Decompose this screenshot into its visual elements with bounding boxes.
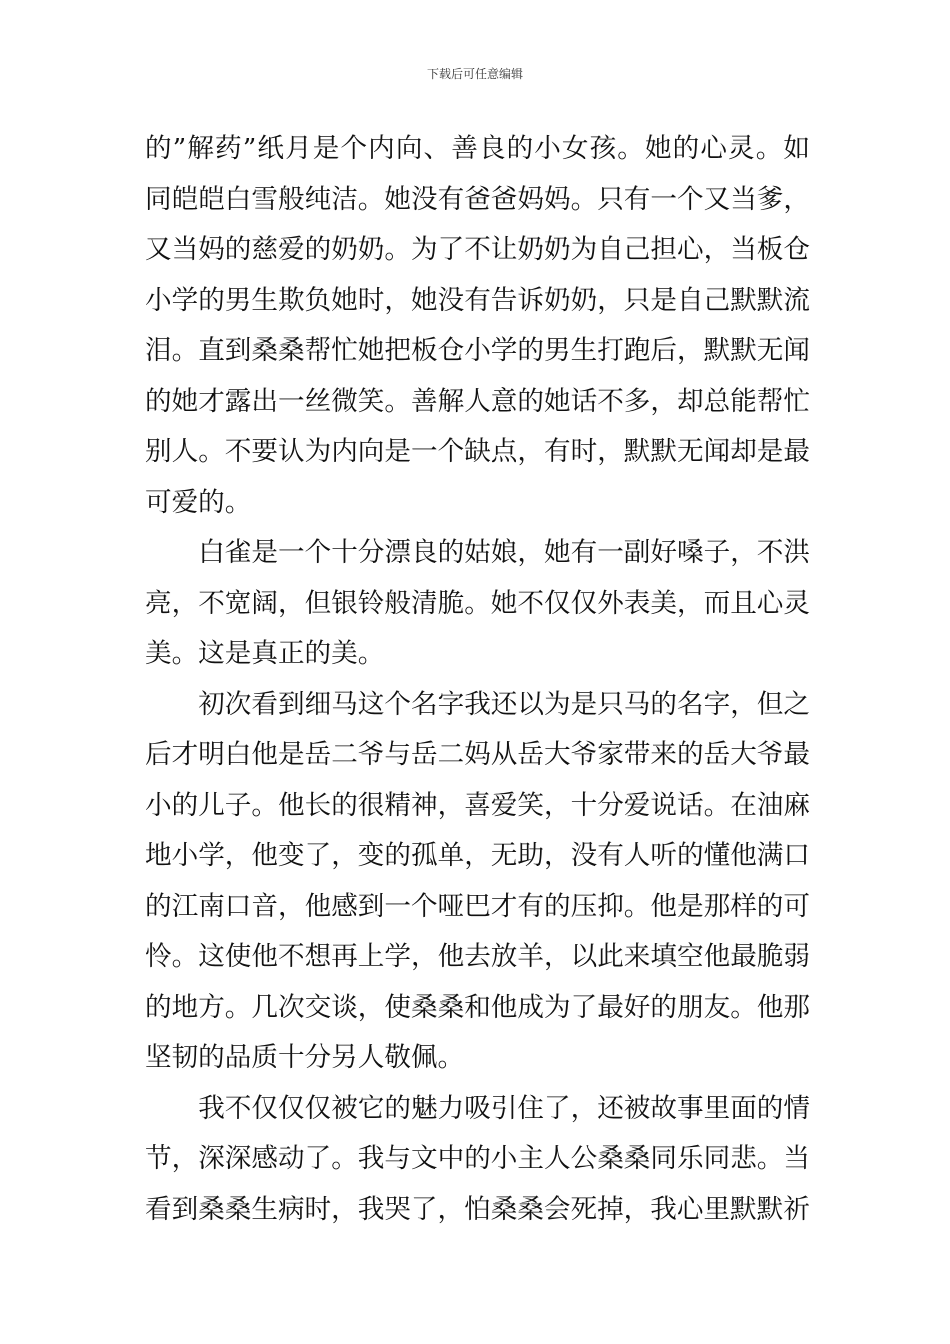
paragraph-xima: 初次看到细马这个名字我还以为是只马的名字，但之后才明白他是岳二爷与岳二妈从岳大爷家带来的岳大爷最小的儿子。他长的很精神，喜爱笑，十分爱说话。在油麻地小学，他变了，变的孤单，无助，没有人听的懂他满口的江南口音，他感到一个哑巴才有的压抑。他是那样的可怜。这使他不想再上学，他去放羊，以此来填空他最脆弱的地方。几次交谈，使桑桑和他成为了最好的朋友。他那坚韧的品质十分另人敬佩。 [145,688,810,1073]
page-header: 下载后可任意编辑 [426,67,523,81]
paragraph-baique: 白雀是一个十分漂良的姑娘，她有一副好嗓子，不洪亮，不宽阔，但银铃般清脆。她不仅仅外表美，而且心灵美。这是真正的美。 [145,537,810,669]
paragraph-zhiyue: 的”解药”纸月是个内向、善良的小女孩。她的心灵。如同皑皑白雪般纯洁。她没有爸爸妈妈。只有一个又当爹，又当妈的慈爱的奶奶。为了不让奶奶为自己担心，当板仓小学的男生欺负她时，她没有告诉奶奶，只是自己默默流泪。直到桑桑帮忙她把板仓小学的男生打跑后，默默无闻的她才露出一丝微笑。善解人意的她话不多，却总能帮忙别人。不要认为内向是一个缺点，有时，默默无闻却是最可爱的。 [145,133,810,518]
paragraph-feelings: 我不仅仅仅被它的魅力吸引住了，还被故事里面的情节，深深感动了。我与文中的小主人公桑桑同乐同悲。当看到桑桑生病时，我哭了，怕桑桑会死掉，我心里默默祈 [145,1092,810,1225]
document-body [145,124,810,1235]
